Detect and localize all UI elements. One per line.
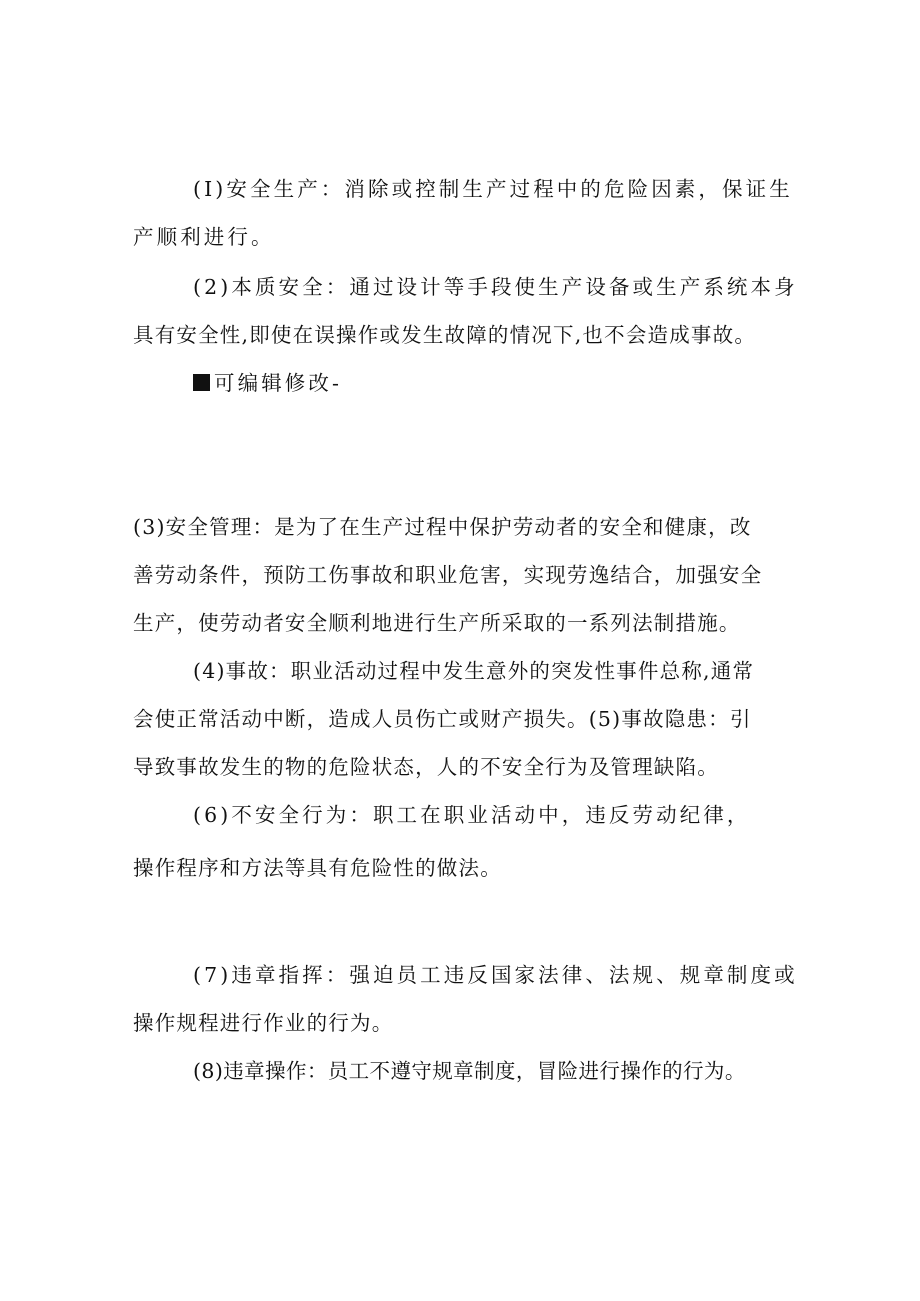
paragraph-5-line-2: 操作程序和方法等具有危险性的做法。 bbox=[133, 856, 502, 880]
editable-note bbox=[193, 370, 803, 396]
paragraph-3-line-2: 善劳动条件，预防工伤事故和职业危害，实现劳逸结合，加强安全 bbox=[133, 563, 763, 587]
paragraph-7-line-1: (8)违章操作：员工不遵守规章制度，冒险进行操作的行为。 bbox=[193, 1059, 746, 1083]
paragraph-5-line-1: (6)不安全行为：职工在职业活动中，违反劳动纪律， bbox=[193, 803, 751, 827]
paragraph-3-line-1: (3)安全管理：是为了在生产过程中保护劳动者的安全和健康，改 bbox=[133, 515, 752, 539]
paragraph-3-line-3: 生产，使劳动者安全顺利地进行生产所采取的一系列法制措施。 bbox=[133, 611, 741, 635]
paragraph-1-line-1: (I)安全生产：消除或控制生产过程中的危险因素，保证生 bbox=[193, 177, 793, 201]
editable-note-text: 可编辑修改- bbox=[214, 371, 343, 395]
paragraph-2-line-1: (2)本质安全：通过设计等手段使生产设备或生产系统本身 bbox=[193, 275, 798, 299]
paragraph-6-line-2: 操作规程进行作业的行为。 bbox=[133, 1011, 394, 1035]
paragraph-6-line-1: (7)违章指挥：强迫员工违反国家法律、法规、规章制度或 bbox=[193, 963, 798, 987]
square-bullet-icon bbox=[193, 374, 210, 391]
paragraph-4-line-2: 会使正常活动中断，造成人员伤亡或财产损失。(5)事故隐患：引 bbox=[133, 707, 752, 731]
paragraph-1-line-2: 产顺利进行。 bbox=[133, 225, 275, 249]
paragraph-4-line-3: 导致事故发生的物的危险状态，人的不安全行为及管理缺陷。 bbox=[133, 755, 719, 779]
paragraph-4-line-1: (4)事故：职业活动过程中发生意外的突发性事件总称,通常 bbox=[193, 659, 755, 683]
paragraph-2-line-2: 具有安全性,即使在误操作或发生故障的情况下,也不会造成事故。 bbox=[133, 323, 757, 347]
